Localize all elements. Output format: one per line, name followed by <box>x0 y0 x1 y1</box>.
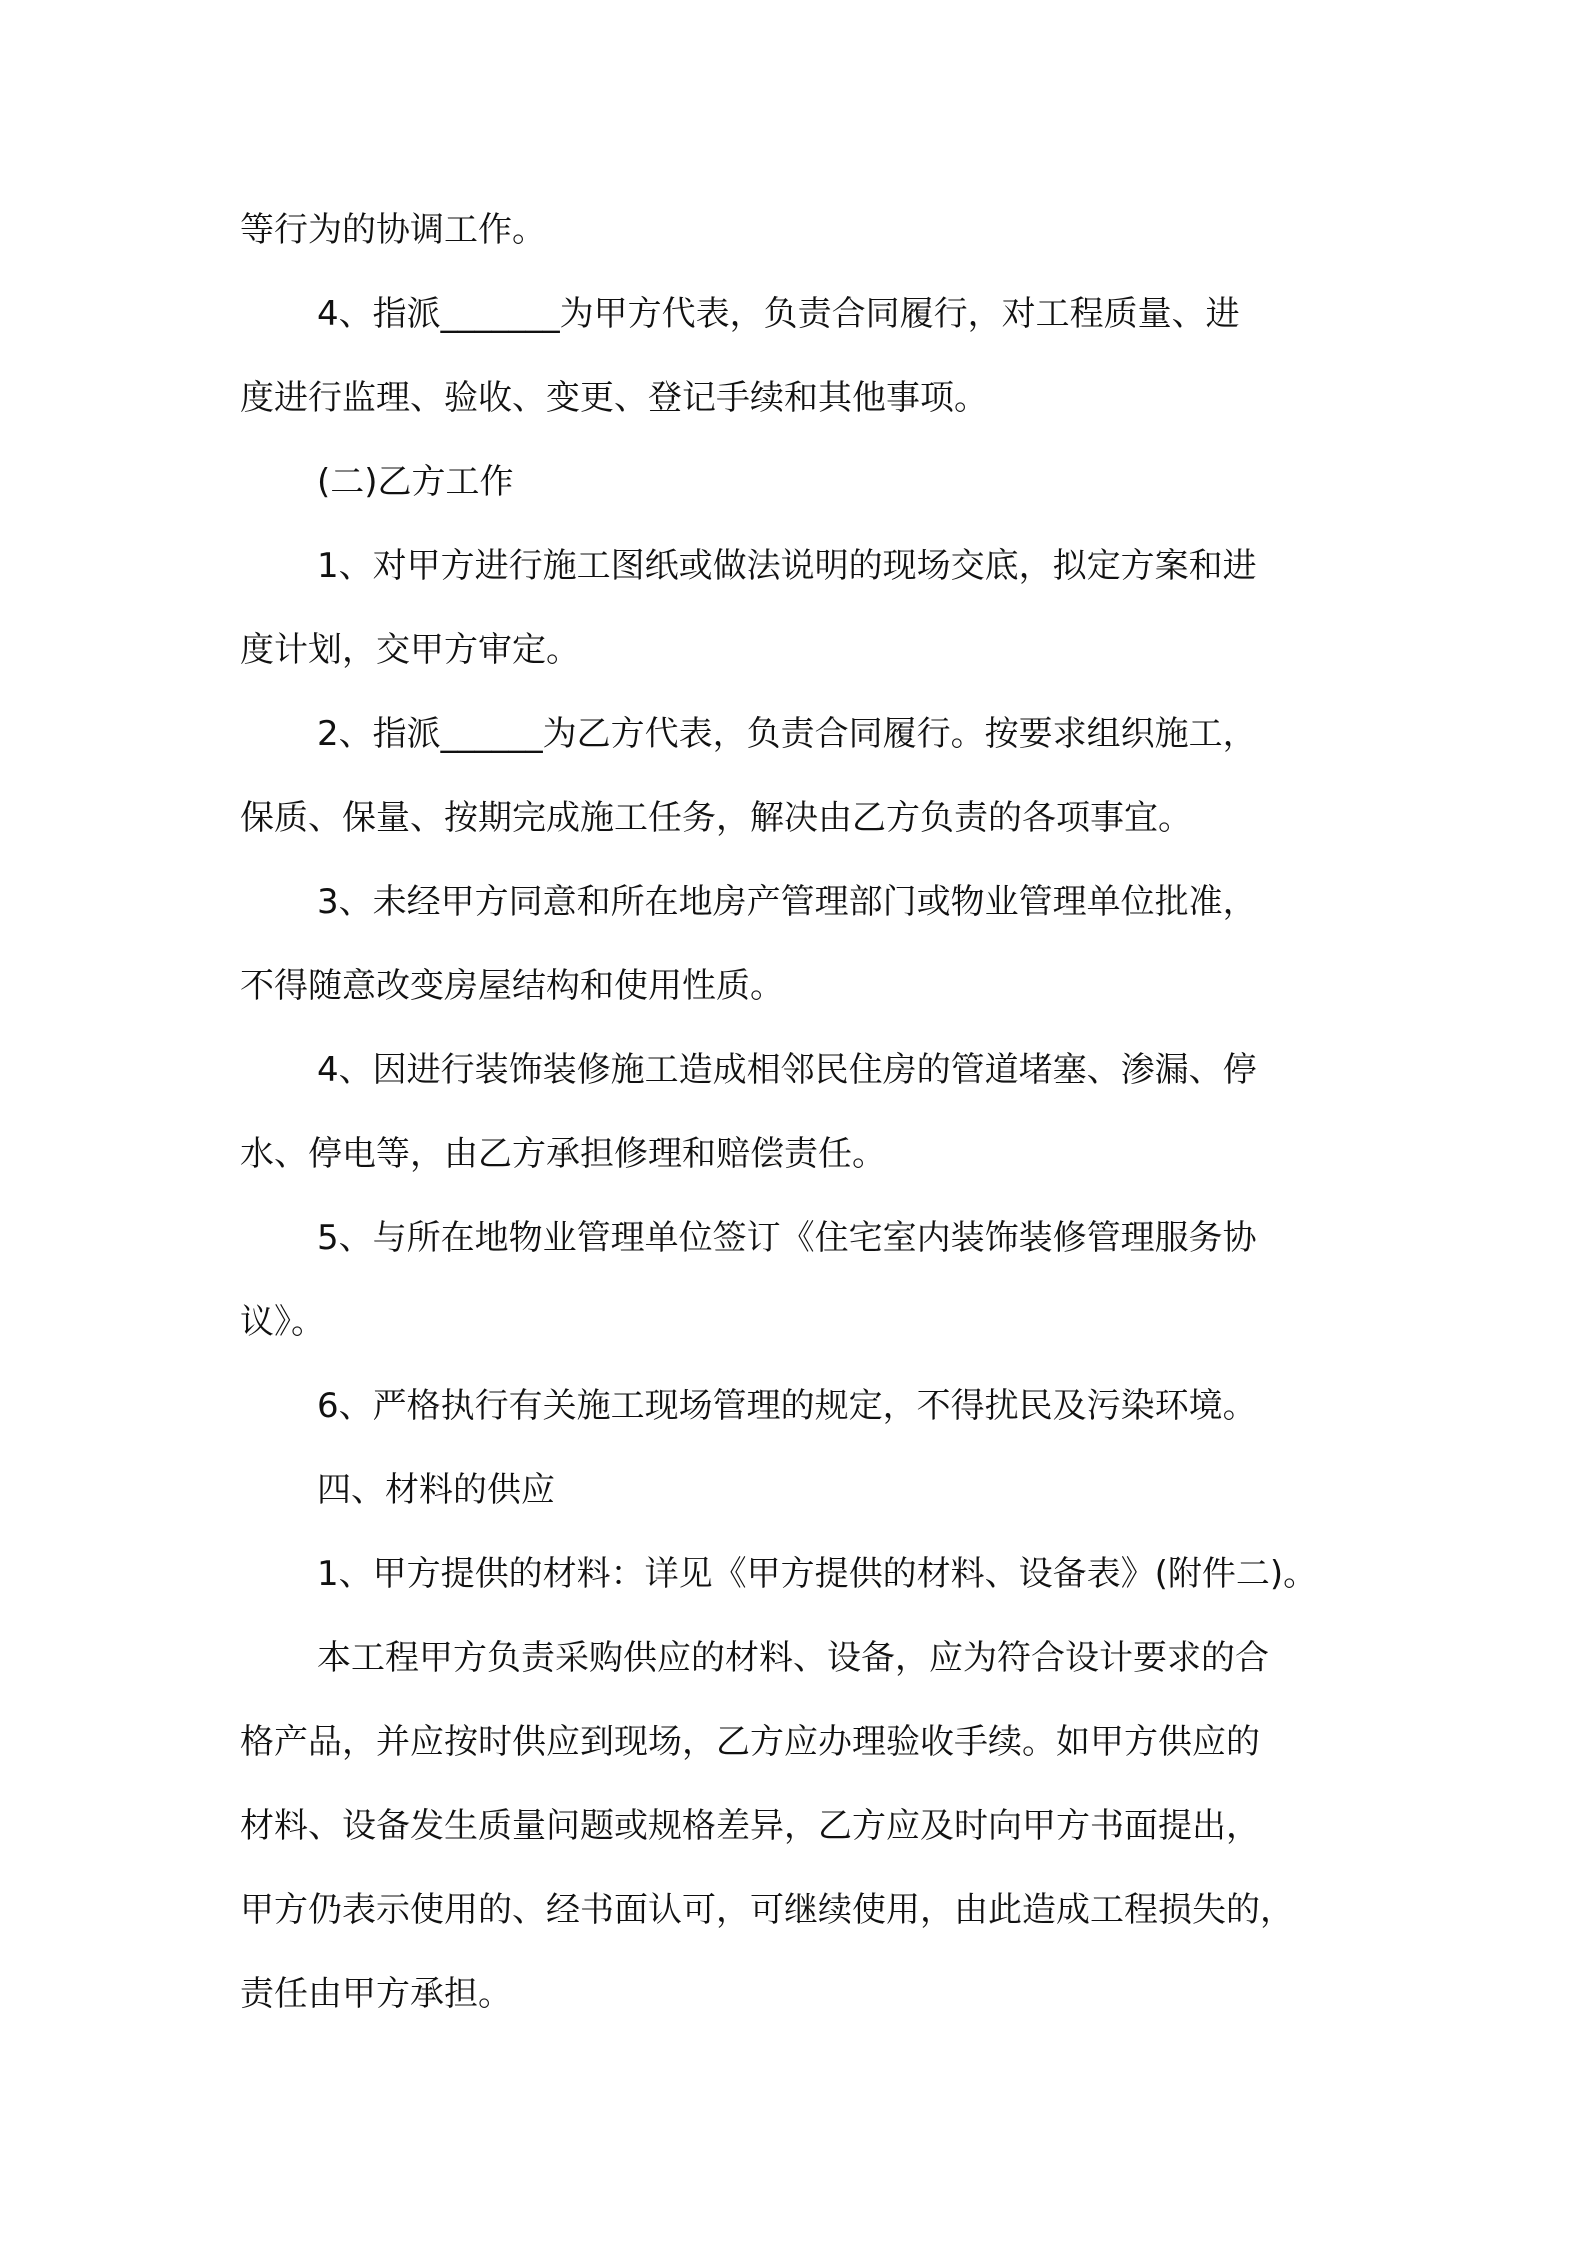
text-line: 4、指派_______为甲方代表，负责合同履行，对工程质量、进 <box>317 294 1240 334</box>
text-line: 保质、保量、按期完成施工任务，解决由乙方负责的各项事宜。 <box>240 798 1192 838</box>
text-line: 1、对甲方进行施工图纸或做法说明的现场交底，拟定方案和进 <box>317 546 1257 586</box>
section-heading: 四、材料的供应 <box>317 1470 555 1510</box>
text-line: 本工程甲方负责采购供应的材料、设备，应为符合设计要求的合 <box>317 1638 1269 1678</box>
text-line: 度计划，交甲方审定。 <box>240 630 580 670</box>
text-line: 议》。 <box>240 1302 325 1342</box>
text-line: 格产品，并应按时供应到现场，乙方应办理验收手续。如甲方供应的 <box>240 1722 1260 1762</box>
text-line: 1、甲方提供的材料：详见《甲方提供的材料、设备表》(附件二)。 <box>317 1554 1318 1594</box>
text-line: 3、未经甲方同意和所在地房产管理部门或物业管理单位批准， <box>317 882 1257 922</box>
text-line: 责任由甲方承担。 <box>240 1974 512 2014</box>
text-line: 4、因进行装饰装修施工造成相邻民住房的管道堵塞、渗漏、停 <box>317 1050 1257 1090</box>
section-heading: (二)乙方工作 <box>317 462 514 502</box>
text-line: 度进行监理、验收、变更、登记手续和其他事项。 <box>240 378 988 418</box>
text-line: 6、严格执行有关施工现场管理的规定，不得扰民及污染环境。 <box>317 1386 1257 1426</box>
text-line: 等行为的协调工作。 <box>240 210 546 250</box>
text-line: 不得随意改变房屋结构和使用性质。 <box>240 966 784 1006</box>
text-line: 2、指派______为乙方代表，负责合同履行。按要求组织施工， <box>317 714 1257 754</box>
text-line: 水、停电等，由乙方承担修理和赔偿责任。 <box>240 1134 886 1174</box>
text-line: 甲方仍表示使用的、经书面认可，可继续使用，由此造成工程损失的， <box>240 1890 1294 1930</box>
text-line: 5、与所在地物业管理单位签订《住宅室内装饰装修管理服务协 <box>317 1218 1257 1258</box>
text-line: 材料、设备发生质量问题或规格差异，乙方应及时向甲方书面提出， <box>240 1806 1260 1846</box>
